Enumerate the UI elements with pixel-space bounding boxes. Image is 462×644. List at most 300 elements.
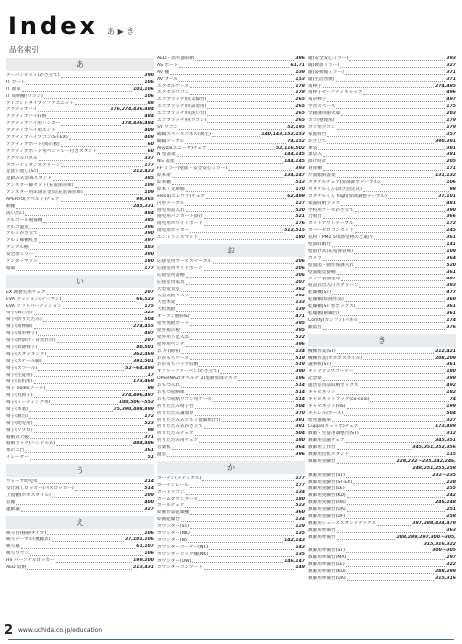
entry-pages: 175 xyxy=(446,104,456,110)
entry-name: 椅子(角棒脚) xyxy=(6,324,33,330)
index-entry xyxy=(308,201,456,208)
dot-leader xyxy=(346,477,431,478)
entry-pages: 345,351 xyxy=(435,438,456,444)
index-entry xyxy=(6,311,154,318)
index-entry xyxy=(308,362,456,369)
entry-pages: 179 xyxy=(446,124,456,130)
dot-leader xyxy=(374,239,446,240)
dot-leader xyxy=(347,580,434,581)
dot-leader xyxy=(356,308,445,309)
index-subtitle: 品名索引 xyxy=(9,45,39,54)
dot-leader xyxy=(209,549,294,550)
index-entry xyxy=(308,431,456,438)
dot-leader xyxy=(195,415,295,416)
index-entry xyxy=(157,565,305,572)
entry-pages: 523 xyxy=(295,503,305,509)
index-entry xyxy=(308,90,456,97)
index-entry xyxy=(308,242,456,249)
entry-name: 掛け時計 xyxy=(308,159,327,165)
dot-leader xyxy=(61,125,120,126)
index-entry xyxy=(6,231,154,238)
dot-leader xyxy=(199,500,294,501)
entry-name: 教師用準備台(LE) xyxy=(308,562,345,568)
page-number: 2 xyxy=(4,623,14,638)
entry-pages: 209 xyxy=(144,492,154,498)
index-entry xyxy=(308,180,456,187)
dot-leader xyxy=(38,370,124,371)
index-entry xyxy=(157,90,305,97)
index-entry xyxy=(157,139,305,146)
dot-leader xyxy=(355,232,446,233)
entry-pages: 360 xyxy=(295,510,305,516)
entry-name: エクセルワゴン xyxy=(157,90,190,96)
index-entry xyxy=(157,314,305,321)
dot-leader xyxy=(34,328,133,329)
index-entry xyxy=(157,280,305,287)
dot-leader xyxy=(355,267,445,268)
index-entry xyxy=(308,390,456,397)
index-entry xyxy=(308,297,456,304)
index-entry xyxy=(6,366,154,373)
index-entry xyxy=(157,490,305,497)
index-entry xyxy=(6,565,154,572)
dot-leader xyxy=(30,459,147,460)
entry-pages: 504 xyxy=(144,317,154,323)
entry-name: AS ボード xyxy=(157,62,179,68)
dot-leader xyxy=(47,118,143,119)
entry-pages: 504 xyxy=(295,403,305,409)
dot-leader xyxy=(39,235,143,236)
entry-name: 音楽机 xyxy=(157,445,171,451)
entry-name: 片面傾斜書架 xyxy=(308,173,336,179)
entry-pages: 51 xyxy=(147,455,154,461)
index-entry xyxy=(308,369,456,376)
entry-name: ウォーブ幼児用 xyxy=(6,479,38,485)
index-column-3 xyxy=(308,56,456,583)
entry-pages: 144,145 xyxy=(284,152,305,158)
entry-name: おもつ入れ xyxy=(157,383,180,389)
index-entry xyxy=(308,263,456,270)
entry-name: 園児用パンカート掛け xyxy=(157,214,203,220)
entry-pages: 153 xyxy=(295,76,305,82)
entry-pages: 391 xyxy=(446,152,456,158)
dot-leader xyxy=(43,363,133,364)
dot-leader xyxy=(238,380,294,381)
entry-name: カールチェア xyxy=(157,503,185,509)
index-entry xyxy=(308,70,456,77)
index-entry xyxy=(308,521,456,528)
entry-name: エコブラッチ用(支脚台) xyxy=(157,97,207,103)
dot-leader xyxy=(172,184,295,185)
entry-pages: 494 xyxy=(144,114,154,120)
entry-pages: 180 xyxy=(295,235,305,241)
dot-leader xyxy=(377,525,411,526)
entry-pages: 177 xyxy=(144,162,154,168)
entry-pages: 17 xyxy=(147,372,154,378)
entry-name: 議事机(ST) xyxy=(308,362,332,368)
index-entry xyxy=(308,562,456,569)
index-entry xyxy=(308,194,456,201)
entry-pages: 513 xyxy=(295,180,305,186)
index-entry xyxy=(6,428,154,435)
entry-name: 折りたたみ式かさ立て xyxy=(157,424,203,430)
entry-pages: 99,365 xyxy=(136,197,154,203)
index-entry xyxy=(308,555,456,562)
index-entry xyxy=(6,493,154,500)
entry-name: アクリルパネル xyxy=(6,155,38,161)
entry-name: EVA ソフトパーティション xyxy=(6,303,62,309)
entry-pages: 98 xyxy=(147,386,154,392)
dot-leader xyxy=(206,198,286,199)
entry-pages: 106 xyxy=(144,551,154,557)
dot-leader xyxy=(30,249,144,250)
dot-leader xyxy=(16,504,143,505)
entry-pages: 288,289,297,300〜305, xyxy=(396,534,456,540)
entry-pages: 362 xyxy=(295,286,305,292)
entry-name: カウンターコンソート xyxy=(157,565,203,571)
index-entry xyxy=(6,225,154,232)
entry-pages: 360 xyxy=(446,297,456,303)
index-entry xyxy=(6,441,154,448)
dot-leader xyxy=(186,211,295,212)
entry-name: 屋外用ベンチ xyxy=(157,341,185,347)
entry-name: Anyza(エニーザ)チェア xyxy=(157,145,207,151)
entry-pages: 228 xyxy=(446,479,456,485)
dot-leader xyxy=(341,280,445,281)
entry-pages: 88 xyxy=(147,100,154,106)
index-entry xyxy=(6,197,154,204)
entry-pages: 180 xyxy=(446,369,456,375)
index-entry xyxy=(157,235,305,242)
entry-pages: 246,248 xyxy=(435,500,456,506)
entry-pages: 60 xyxy=(147,141,154,147)
index-entry xyxy=(157,497,305,504)
index-entry xyxy=(308,290,456,297)
entry-name: アルミかさ立て xyxy=(6,231,38,237)
entry-pages: 361 xyxy=(446,269,456,275)
entry-pages: 363 xyxy=(446,527,456,533)
entry-pages: 109 xyxy=(144,183,154,189)
dot-leader xyxy=(347,504,434,505)
index-entry xyxy=(308,214,456,221)
entry-pages: 265 xyxy=(295,118,305,123)
entry-pages: 245 xyxy=(446,228,456,234)
entry-pages: 357 xyxy=(446,131,456,137)
entry-pages: 134 xyxy=(295,348,305,354)
entry-pages: 180 xyxy=(144,259,154,265)
dot-leader xyxy=(185,143,286,144)
entry-pages: 52〜64,499 xyxy=(125,365,154,371)
entry-name: 映写テーブル(視聴式) xyxy=(6,537,51,543)
entry-pages: 274,455 xyxy=(133,324,154,330)
entry-name: IT 教卓 xyxy=(6,86,21,92)
dot-leader xyxy=(204,270,295,271)
index-entry xyxy=(157,307,305,314)
entry-name: オフリーファーパン(かさ立て) xyxy=(157,369,220,375)
entry-pages: 397 xyxy=(144,238,154,244)
index-entry xyxy=(6,324,154,331)
entry-pages: 315,316,322 xyxy=(423,541,456,547)
index-entry xyxy=(157,287,305,294)
entry-name: 暗幕 xyxy=(6,265,16,271)
dot-leader xyxy=(370,401,448,402)
index-entry xyxy=(308,404,456,411)
entry-pages: 131,132 xyxy=(435,173,456,179)
entry-name: 大型電気室 xyxy=(157,286,180,292)
entry-pages: 371 xyxy=(446,76,456,82)
entry-pages: 176,274,436,494 xyxy=(110,107,154,113)
entry-name: 足洗い流し(ST) xyxy=(6,169,39,175)
entry-name: AED・消火器収納 xyxy=(157,56,195,61)
entry-pages: 139 xyxy=(295,69,305,75)
entry-name: イレーザー xyxy=(6,455,29,461)
entry-pages: 207 xyxy=(144,338,154,344)
entry-name: 運営室用品収納ボックス xyxy=(308,383,359,389)
index-entry xyxy=(157,173,305,180)
dot-leader xyxy=(204,428,294,429)
entry-name: カタチルくん(高さ固定式) xyxy=(308,186,362,192)
dot-leader xyxy=(176,304,294,305)
entry-pages: 140,143,152,153 xyxy=(261,131,305,137)
dot-leader xyxy=(332,246,445,247)
index-entry xyxy=(6,259,154,266)
dot-leader xyxy=(359,428,434,429)
dot-leader xyxy=(27,569,132,570)
index-entry xyxy=(308,104,456,111)
index-entry xyxy=(308,349,456,356)
index-entry xyxy=(157,356,305,363)
entry-pages: 170 xyxy=(295,186,305,192)
index-entry xyxy=(6,211,154,218)
entry-pages: 207 xyxy=(144,289,154,295)
dot-leader xyxy=(30,438,143,439)
entry-name: 屋外黒板ボード xyxy=(157,321,190,327)
index-entry xyxy=(157,208,305,215)
dot-leader xyxy=(354,253,445,254)
entry-name: エコブラッチ用(洗い台) xyxy=(157,111,207,117)
entry-name: 映写台(移動タイプ) xyxy=(6,530,47,536)
entry-pages: 391 xyxy=(295,424,305,430)
entry-name: 絵画作品乾燥棚 xyxy=(157,510,190,516)
entry-name: 機械作業(ST) xyxy=(308,348,336,354)
index-entry xyxy=(308,166,456,173)
entry-name: 教師用実験台(LE) xyxy=(308,486,345,492)
entry-name: カウンター(UW) xyxy=(157,558,192,564)
dot-leader xyxy=(177,156,283,157)
dot-leader xyxy=(347,497,446,498)
entry-name: Comfy(カンフィ)パネル xyxy=(308,317,359,323)
entry-name: 椅子(幼児用) xyxy=(6,420,33,426)
index-entry xyxy=(6,331,154,338)
entry-pages: 265 xyxy=(295,111,305,117)
dot-leader xyxy=(22,91,132,92)
website-url[interactable]: www.uchida.co.jp/education xyxy=(18,627,103,634)
entry-pages: 361 xyxy=(446,310,456,316)
entry-name: 大型木架 xyxy=(157,300,176,306)
dot-leader xyxy=(25,215,143,216)
entry-pages: 60 xyxy=(147,148,154,154)
index-column-1 xyxy=(6,56,154,572)
entry-name: 学校用ケースかさ立て xyxy=(308,207,354,213)
dot-leader xyxy=(347,408,446,409)
dot-leader xyxy=(185,507,294,508)
index-entry xyxy=(6,551,154,558)
entry-name: IT 収納棚(ワゴン) xyxy=(6,93,43,99)
index-entry xyxy=(308,500,456,507)
entry-name: 糸のこ台 xyxy=(6,448,25,454)
entry-pages: 106 xyxy=(144,530,154,536)
index-entry xyxy=(6,252,154,259)
entry-name: カードワゴン xyxy=(157,489,185,495)
entry-name: EVA クッション(テーマン) xyxy=(6,296,62,302)
entry-name: エコブラッチ用(ワゴン) xyxy=(157,118,207,123)
entry-name: アーバンビット(かさ立て) xyxy=(6,73,60,78)
dot-leader xyxy=(190,528,294,529)
entry-name: 教師用ジューススタンドアックス xyxy=(308,520,377,526)
index-entry xyxy=(157,503,305,510)
dot-leader xyxy=(323,87,434,88)
entry-name: 屋外掲示板 xyxy=(157,327,180,333)
dot-leader xyxy=(337,449,412,450)
entry-name: エントランスマット xyxy=(157,235,198,241)
dot-leader xyxy=(341,115,445,116)
entry-pages: 106 xyxy=(144,93,154,99)
entry-pages: 396 xyxy=(144,224,154,230)
entry-pages: 392 xyxy=(295,293,305,299)
dot-leader xyxy=(51,404,117,405)
dot-leader xyxy=(190,87,295,88)
dot-leader xyxy=(52,541,124,542)
index-entry xyxy=(157,201,305,208)
entry-pages: 494 xyxy=(144,210,154,216)
index-entry xyxy=(6,135,154,142)
dot-leader xyxy=(47,294,144,295)
entry-pages: 142,143 xyxy=(284,537,305,543)
index-entry xyxy=(157,545,305,552)
dot-leader xyxy=(204,569,295,570)
entry-name: アクティブハイワゴン(ST-EX) xyxy=(6,135,68,140)
entry-name: カットアウトテーブル xyxy=(308,221,354,227)
entry-name: アクティブハイ用エンド xyxy=(6,128,56,134)
entry-pages: 115 xyxy=(446,451,456,457)
index-entry xyxy=(157,552,305,559)
dot-leader xyxy=(190,339,294,340)
index-entry xyxy=(6,218,154,225)
entry-pages: 390 xyxy=(144,231,154,237)
entry-name: アイコントタイプソファユニット xyxy=(6,100,74,106)
entry-pages: 182 xyxy=(446,389,456,395)
index-entry xyxy=(6,190,154,197)
dot-leader xyxy=(52,497,144,498)
entry-pages: 520 xyxy=(446,262,456,268)
index-entry xyxy=(157,221,305,228)
entry-pages: 370 xyxy=(295,410,305,416)
index-entry xyxy=(308,356,456,363)
entry-name: 網棚 xyxy=(6,203,16,209)
index-range: あ ▶ き xyxy=(107,27,135,36)
entry-pages: 135 xyxy=(295,531,305,536)
index-entry xyxy=(157,194,305,201)
entry-pages: 265 xyxy=(295,97,305,103)
entry-pages: 143 xyxy=(295,544,305,550)
entry-pages: 512,515 xyxy=(284,228,305,234)
entry-name: 学籍簿用耐火庫 xyxy=(308,111,341,117)
entry-pages: 127 xyxy=(295,200,305,206)
entry-pages: 178 xyxy=(295,90,305,96)
dot-leader xyxy=(172,177,283,178)
entry-pages: 40,501 xyxy=(136,344,154,350)
entry-name: 壁面総見掛棚 xyxy=(308,269,336,275)
index-entry xyxy=(6,156,154,163)
index-entry xyxy=(6,421,154,428)
dot-leader xyxy=(345,301,446,302)
entry-name: アンスター脚セット(充電保管庫) xyxy=(6,183,74,189)
dot-leader xyxy=(34,383,133,384)
entry-name: 給食運搬車 xyxy=(308,417,331,423)
entry-name: 椅子(丸椅子) xyxy=(6,393,33,399)
dot-leader xyxy=(186,191,295,192)
entry-pages: 176 xyxy=(295,221,305,227)
entry-pages: 393 xyxy=(446,56,456,61)
dot-leader xyxy=(181,353,294,354)
entry-name: 貨客棚 xyxy=(308,166,322,172)
entry-pages: 345,351,352,356 xyxy=(412,445,456,451)
entry-pages: 177 xyxy=(295,482,305,488)
entry-pages: 409 xyxy=(144,128,154,134)
dot-leader xyxy=(16,270,143,271)
entry-name: 教師用実験台(HA) xyxy=(308,500,346,506)
entry-pages: 514 xyxy=(295,389,305,395)
index-entry xyxy=(308,118,456,125)
index-entry xyxy=(308,77,456,84)
entry-name: FF ミラー(壁面・安全安心ミラー) xyxy=(157,166,228,172)
index-entry xyxy=(308,459,456,466)
dot-leader xyxy=(56,445,132,446)
entry-name: EX 教務室用チェア xyxy=(6,289,46,295)
index-entry xyxy=(308,159,456,166)
dot-leader xyxy=(26,84,143,85)
entry-pages: 134 xyxy=(295,489,305,495)
entry-pages: 274,495 xyxy=(435,83,456,89)
entry-name: アンクル棚 xyxy=(6,245,29,251)
entry-name: 家庭科台 xyxy=(308,131,327,137)
entry-pages: 322 xyxy=(446,562,456,568)
dot-leader xyxy=(202,480,294,481)
index-entry xyxy=(157,349,305,356)
entry-pages: 497 xyxy=(446,97,456,103)
entry-pages: 178 xyxy=(295,83,305,89)
entry-pages: 98 xyxy=(449,186,456,192)
dot-leader xyxy=(327,163,445,164)
index-entry xyxy=(308,507,456,514)
dot-leader xyxy=(34,432,147,433)
dot-leader xyxy=(337,353,434,354)
index-entry xyxy=(308,283,456,290)
index-entry xyxy=(6,149,154,156)
dot-leader xyxy=(192,562,283,563)
index-entry xyxy=(308,480,456,487)
entry-name: 大型黒板マスク xyxy=(157,293,190,299)
index-entry xyxy=(157,63,305,70)
section-header: あ xyxy=(6,58,154,71)
dot-leader xyxy=(332,366,445,367)
index-entry xyxy=(157,438,305,445)
dot-leader xyxy=(39,160,144,161)
dot-leader xyxy=(63,308,144,309)
entry-name: キャビネット(HS) xyxy=(308,403,346,409)
entry-name: カラー表面塗布 xyxy=(308,276,341,282)
entry-pages: 396 xyxy=(295,451,305,457)
